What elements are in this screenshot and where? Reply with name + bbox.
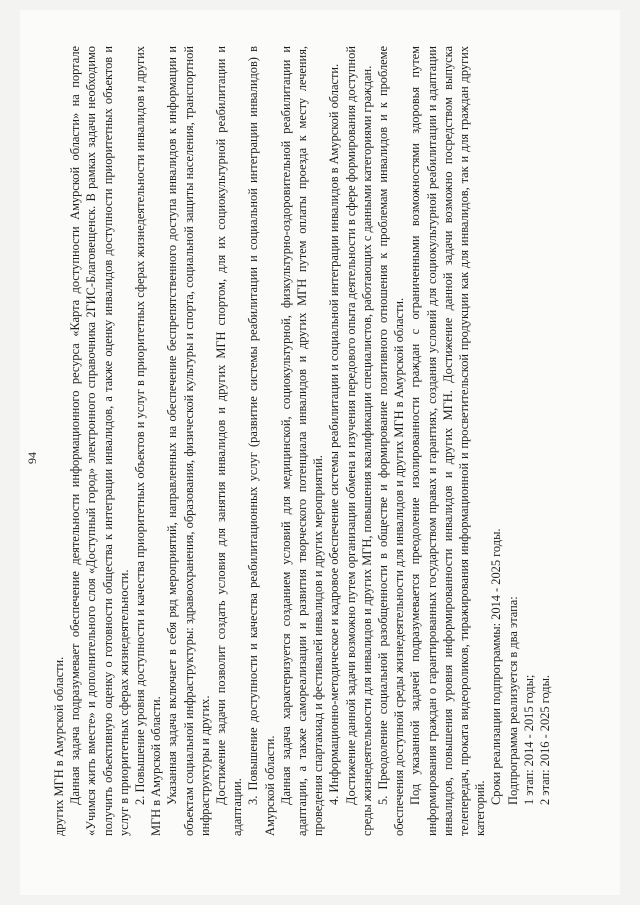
paragraph: 2. Повышение уровня доступности и качества приоритетных объектов и услуг в приоритетных сферах жизнедеятельности инвалидов и других МГН в Амурской области. — [133, 46, 164, 836]
paragraph: Достижение задачи позволит создать условия для занятия инвалидов и других МГН спортом, для их социокультурной реабилитации и адаптации. — [214, 46, 245, 836]
paragraph: Данная задача подразумевает обеспечение деятельности информационного ресурса «Карта доступности Амурской области» на портале «Учимся жить вместе» и дополнительного слоя «Доступный город» электронного справочника 2ГИС-Благовещенск. В рамках задачи необходимо получить объективную оценку о готовности общества к интеграции инвалидов, а также оценку инвалидов доступности приоритетных объектов и услуг в приоритетных сферах жизнедеятельности. — [68, 46, 131, 836]
document-body — [51, 46, 553, 836]
paragraph: Сроки реализации подпрограммы: 2014 - 2025 годы. — [489, 528, 504, 805]
page-number: 94 — [25, 452, 39, 464]
paragraph: 1 этап: 2014 - 2015 годы; — [521, 674, 536, 805]
paragraph: 4. Информационно-методическое и кадровое обеспечение системы реабилитации и социальной интеграции инвалидов в Амурской области. — [327, 63, 342, 805]
paragraph: 5. Преодоление социальной разобщенности в обществе и формирование позитивного отношения к проблемам инвалидов и к проблеме обеспечения доступной среды жизнедеятельности для инвалидов и других МГН в Амурской области. — [376, 46, 407, 836]
paragraph: Указанная задача включает в себя ряд мероприятий, направленных на обеспечение беспрепятственного доступа инвалидов к информации и объектам социальной инфраструктуры: здравоохранения, образования, физической культуры и спорта, социальной защиты населения, транспортной инфраструктуры и других. — [165, 46, 212, 836]
paper-sheet — [20, 10, 620, 895]
paragraph: Достижение данной задачи возможно путем организации обмена и изучения передового опыта деятельности в сфере формирования доступной среды жизнедеятельности для инвалидов и других МГН, повышения квалификации специалистов, работающих с данными категориями граждан. — [343, 46, 374, 836]
paragraph: Подпрограмма реализуется в два этапа: — [505, 596, 520, 805]
paragraph: Данная задача характеризуется созданием условий для медицинской, социокультурной, физкультурно-оздоровительной реабилитации и адаптации, а также самореализации и развития творческого потенциала инвалидов и других МГН путем оплаты проезда к месту лечения, проведения спартакиад и фестивалей инвалидов и других мероприятий. — [278, 46, 326, 836]
paragraph: других МГН в Амурской области. — [52, 656, 66, 836]
paragraph: 2 этап: 2016 - 2025 годы. — [538, 674, 553, 805]
paragraph: Под указанной задачей подразумевается преодоление изолированности граждан с ограниченными возможностями здоровья путем информирования граждан о гарантированных государством правах и гарантиях, создания условий для социокультурной реабилитации и адаптации инвалидов, повышения уровня информированности инвалидов и других МГН. Достижение данной задачи возможно посредством выпуска телепередач, проката видеороликов, тиражирования информационной и просветительской продукции как для инвалидов, так и для граждан других категорий. — [408, 46, 488, 836]
rotated-document-page — [15, 28, 575, 888]
paragraph: 3. Повышение доступности и качества реабилитационных услуг (развитие системы реабилитации и социальной интеграции инвалидов) в Амурской области. — [246, 46, 277, 836]
